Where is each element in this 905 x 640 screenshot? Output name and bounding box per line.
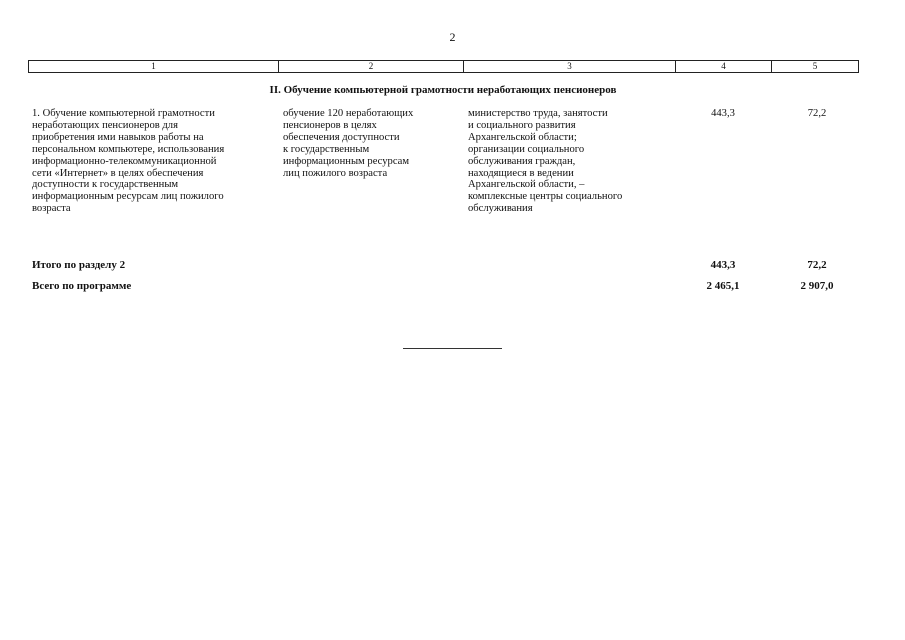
section-total-label: Итого по разделу 2 — [32, 259, 126, 271]
program-total-value-4: 2 465,1 — [706, 280, 740, 292]
column-header-4: 4 — [676, 61, 772, 73]
column-header-1: 1 — [29, 61, 279, 73]
column-header-row — [29, 61, 859, 73]
result-cell: обучение 120 неработающих пенсионеров в целях обеспечения доступности к государственным информационным ресурсам лиц пожилого возраста — [283, 108, 414, 179]
column-header-table — [28, 60, 859, 73]
section-total-value-5: 72,2 — [807, 259, 827, 271]
section-total-value-4: 443,3 — [710, 259, 736, 271]
value-col-4: 443,3 — [711, 108, 735, 119]
column-header-5: 5 — [772, 61, 859, 73]
activity-cell: 1. Обучение компьютерной грамотности неработающих пенсионеров для приобретения ими навыков работы на персональном компьютере, использования информационно-телекоммуникационной сети «Интернет» в целях обеспечения доступности к государственным информационным ресурсам лиц пожилого возраста — [32, 108, 225, 215]
section-title: II. Обучение компьютерной грамотности неработающих пенсионеров — [269, 84, 617, 96]
program-total-label: Всего по программе — [32, 280, 132, 292]
value-col-5: 72,2 — [807, 108, 827, 119]
executor-cell: министерство труда, занятости и социального развития Архангельской области; организации социального обслуживания граждан, находящиеся в ведении Архангельской области, – комплексные центры социального обслуживания — [468, 108, 623, 215]
end-divider — [403, 348, 502, 349]
column-header-3: 3 — [464, 61, 676, 73]
column-header-2: 2 — [279, 61, 464, 73]
program-total-value-5: 2 907,0 — [800, 280, 834, 292]
page-number: 2 — [449, 30, 456, 44]
